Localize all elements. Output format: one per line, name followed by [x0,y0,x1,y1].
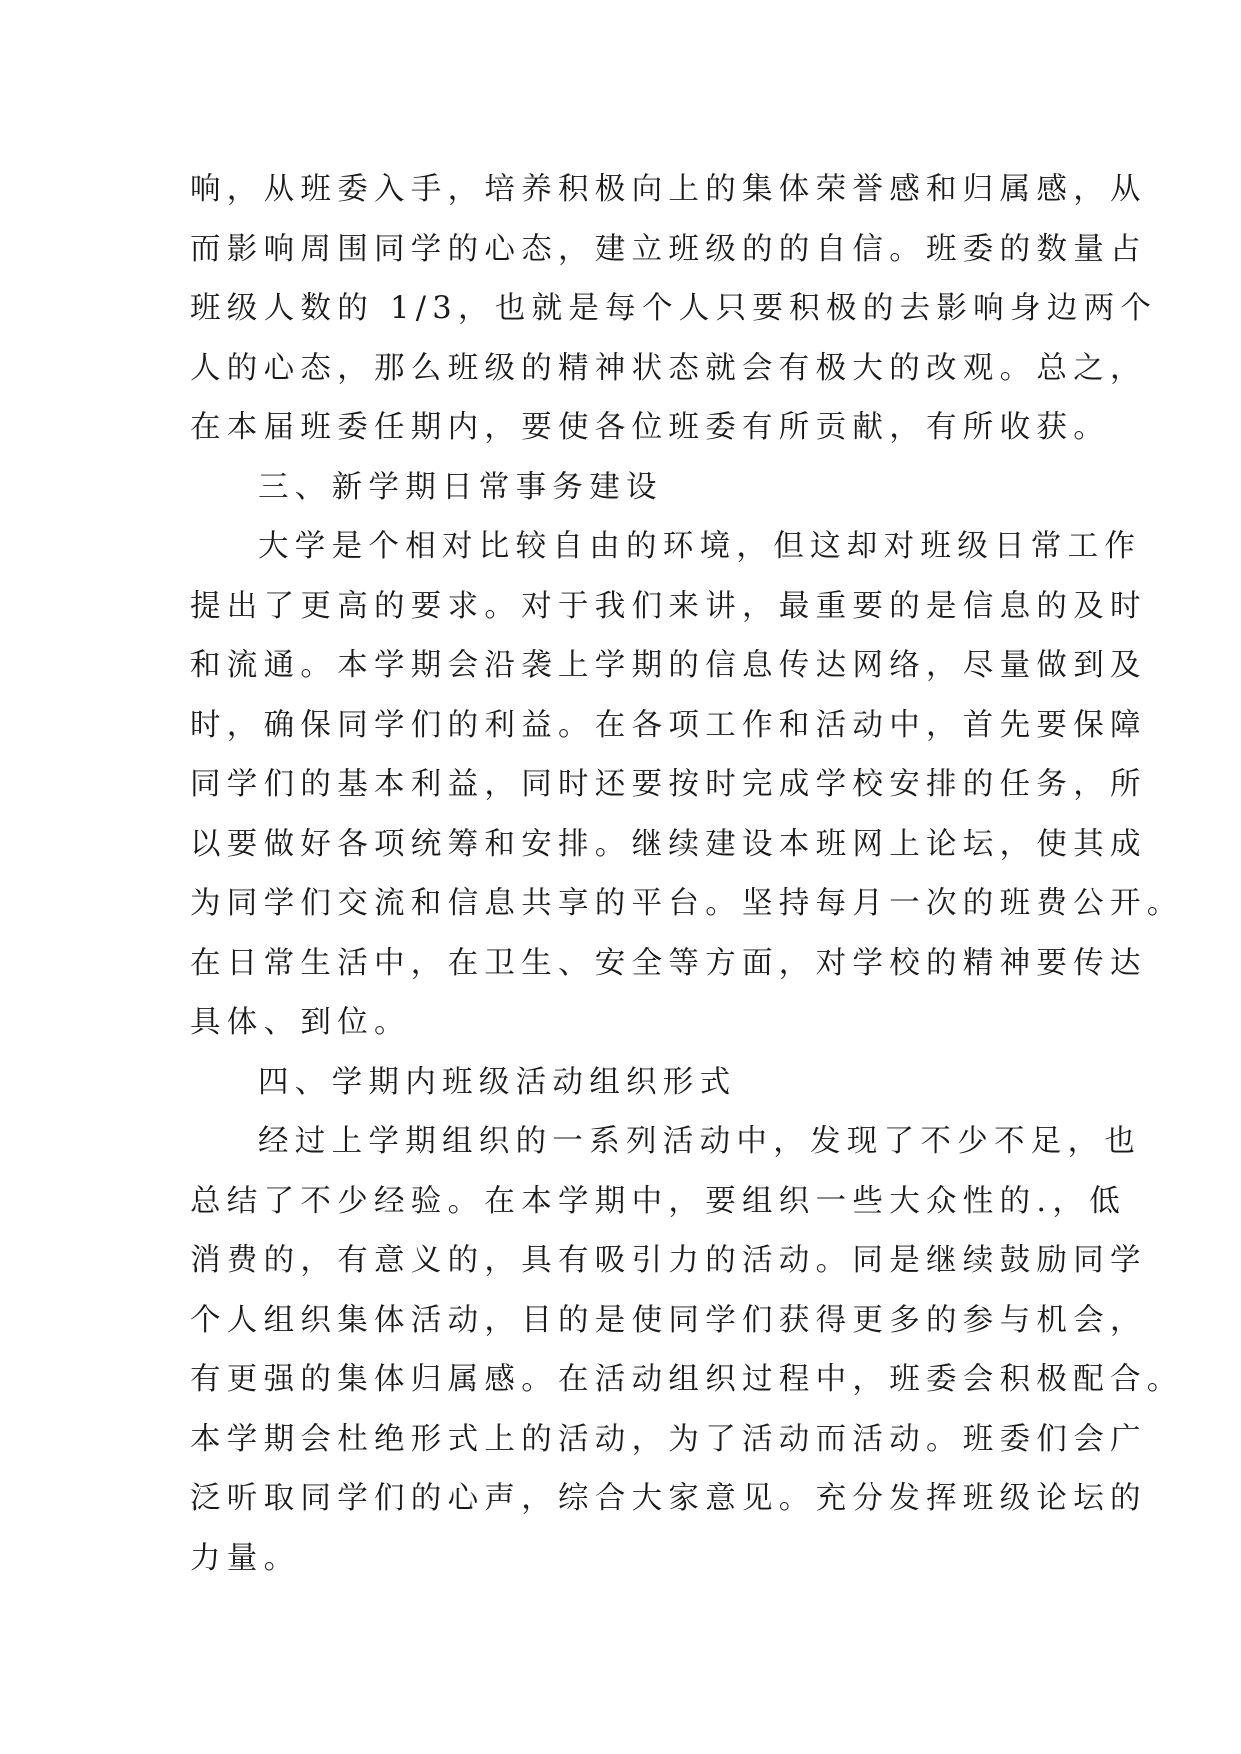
section-heading: 三、新学期日常事务建设 [258,469,663,505]
body-line: 提出了更高的要求。对于我们来讲，最重要的是信息的及时 [190,588,1147,624]
body-line: 消费的，有意义的，具有吸引力的活动。同是继续鼓励同学 [190,1243,1147,1278]
body-line: 在日常生活中，在卫生、安全等方面，对学校的精神要传达 [190,945,1147,981]
body-line: 以要做好各项统筹和安排。继续建设本班网上论坛，使其成 [190,826,1147,862]
body-line: 班级人数的 1/3，也就是每个人只要积极的去影响身边两个 [190,291,1158,326]
body-line: 同学们的基本利益，同时还要按时完成学校安排的任务，所 [190,767,1147,802]
body-line: 有更强的集体归属感。在活动组织过程中，班委会积极配合。 [190,1362,1184,1397]
body-line: 和流通。本学期会沿袭上学期的信息传达网络，尽量做到及 [190,648,1147,683]
body-line: 为同学们交流和信息共享的平台。坚持每月一次的班费公开。 [190,886,1184,921]
document-body [190,160,1184,1588]
body-line: 总结了不少经验。在本学期中，要组织一些大众性的.，低 [190,1183,1126,1219]
body-line: 具体、到位。 [190,1005,411,1040]
body-line: 经过上学期组织的一系列活动中，发现了不少不足，也 [258,1124,1142,1159]
body-line: 在本届班委任期内，要使各位班委有所贡献，有所收获。 [190,410,1110,445]
body-line: 本学期会杜绝形式上的活动，为了活动而活动。班委们会广 [190,1421,1147,1457]
section-heading: 四、学期内班级活动组织形式 [258,1064,737,1100]
body-line: 时，确保同学们的利益。在各项工作和活动中，首先要保障 [190,707,1147,743]
body-line: 力量。 [190,1540,301,1576]
body-line: 而影响周围同学的心态，建立班级的的自信。班委的数量占 [190,231,1147,267]
body-line: 人的心态，那么班级的精神状态就会有极大的改观。总之， [190,350,1147,386]
body-line: 泛听取同学们的心声，综合大家意见。充分发挥班级论坛的 [190,1481,1147,1516]
body-line: 个人组织集体活动，目的是使同学们获得更多的参与机会， [190,1302,1147,1338]
body-line: 大学是个相对比较自由的环境，但这却对班级日常工作 [258,529,1142,564]
body-line: 响，从班委入手，培养积极向上的集体荣誉感和归属感，从 [190,172,1147,207]
